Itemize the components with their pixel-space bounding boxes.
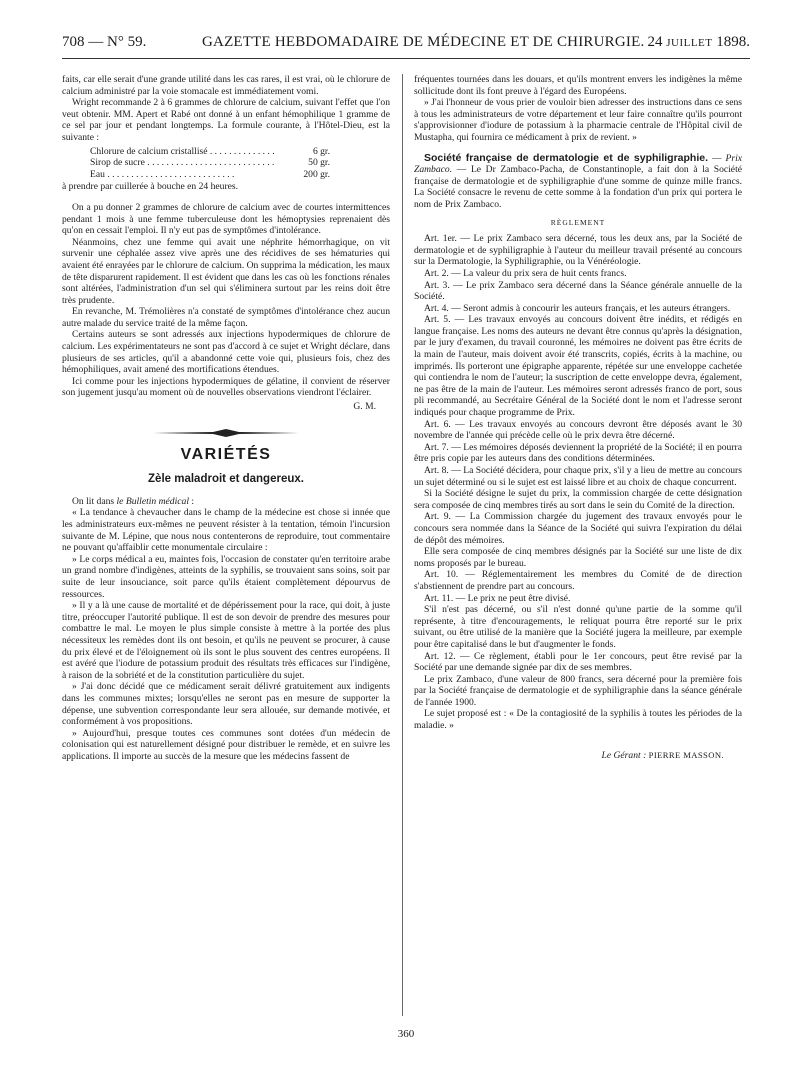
paragraph: On a pu donner 2 grammes de chlorure de calcium avec de courtes intermittences pendant 1 mois à une femme tuberculeuse dont les hémoptysies reprenaient dès qu'on en cessait l'emploi. Il n'y eut pas de symptômes d'intolérance. <box>62 201 390 237</box>
paragraph: « La tendance à chevaucher dans le champ de la médecine est chose si innée que les administrateurs eux-mêmes ne peuvent résister à la tentation, témoin l'incursion suivante de M. Lépine, que nous nous contenterons de reproduire, tout commentaire ne pouvant qu'affaiblir cette monumentale circulaire : <box>62 507 390 554</box>
formula <box>90 146 390 181</box>
society-title: Société française de dermatologie et de syphiligraphie. <box>424 151 709 164</box>
newspaper-page <box>62 34 750 1064</box>
left-column <box>62 74 390 762</box>
article: Art. 1er. — Le prix Zambaco sera décerné, tous les deux ans, par la Société de dermatologie et de syphiligraphie à l'auteur du meilleur travail présenté au concours sur la Dermatologie, la Syphiligraphie, ou la Vénéréologie. <box>414 233 742 268</box>
article: Elle sera composée de cinq membres désignés par la Société sur une liste de dix noms proposés par le bureau. <box>414 546 742 569</box>
paragraph: Wright recommande 2 à 6 grammes de chlorure de calcium, suivant l'effet que l'on veut obtenir. MM. Apert et Rabé ont donné à un enfant hémophilique 1 gramme de ce sel par jour et pendant longtemps. La formule courante, à l'Hôtel-Dieu, est la suivante : <box>62 97 390 143</box>
article: Art. 6. — Les travaux envoyés au concours devront être déposés avant le 30 novembre de l'année qui précède celle où le prix devra être décerné. <box>414 418 742 442</box>
paragraph: à prendre par cuillerée à bouche en 24 heures. <box>62 181 239 193</box>
paragraph: » Il y a là une cause de mortalité et de dépérissement pour la race, qui doit, à juste titre, préoccuper l'autorité publique. Il est de son devoir de prendre des mesures pour combattre le mal. Le moyen le plus simple consiste à mettre à la portée des plus nécessiteux les remèdes dont ils ont besoin, et qu'ils ne peuvent se procurer, à cause du prix élevé et de l'éloignement où ils sont le plus souvent des centres européens. Il est avéré que l'iodure de potassium produit des résultats très efficaces sur l'indigène, à raison de la sobriété et de la constitution particulière du sujet. <box>62 600 390 681</box>
page-footer-number: 360 <box>397 1028 415 1040</box>
gerant-signature: Le Gérant : PIERRE MASSON. <box>601 749 724 761</box>
society-notice: Société française de dermatologie et de syphiligraphie. — Prix Zambaco. — Le Dr Zambaco-Pacha, de Constantinople, a fait don à la Société française de dermatologie et de syphiligraphie d'une somme de quinze mille francs. La Société consacre le revenu de cette somme à la fondation d'un prix qui portera le nom de Prix Zambaco. <box>414 151 742 210</box>
article: Art. 7. — Les mémoires déposés deviennent la propriété de la Société; il en pourra être pris copie par les auteurs dans des conditions déterminées. <box>414 441 742 465</box>
paragraph: En revanche, M. Trémolières n'a constaté de symptômes d'intolérance chez aucun autre malade du service traité de la même façon. <box>62 306 390 329</box>
column-divider <box>402 74 403 1016</box>
paragraph: fréquentes tournées dans les douars, et qu'ils montrent envers les indigènes la même sollicitude dont ils font preuve à l'égard des Européens. <box>414 74 742 97</box>
paragraph: faits, car elle serait d'une grande utilité dans les cas rares, il est vrai, où le chlorure de calcium administré par la voie stomacale est immédiatement vomi. <box>62 74 390 97</box>
right-column <box>414 74 742 761</box>
article: Si la Société désigne le sujet du prix, la commission chargée de cette désignation sera composée de cinq membres tirés au sort dans le sein du Comité de la direction. <box>414 488 742 511</box>
issue-date: 24 JUILLET 1898. <box>647 34 750 50</box>
page-number: 708 — N° 59. <box>62 34 147 50</box>
paragraph: Le sujet proposé est : « De la contagiosité de la syphilis à toutes les périodes de la maladie. » <box>414 708 742 732</box>
article: Art. 12. — Ce règlement, établi pour le 1er concours, peut être revisé par la Société par une demande signée par dix de ses membres. <box>414 650 742 674</box>
paragraph: » Aujourd'hui, presque toutes ces communes sont dotées d'un médecin de colonisation qui est naturellement désigné pour distribuer le remède, et en suivre les applications. Il importe au succès de la mesure que les médecins fassent de <box>62 727 390 762</box>
paragraph: Néanmoins, chez une femme qui avait une néphrite hémorrhagique, on vit survenir une céphalée assez vive après une des récidives de ses hématuries qui avaient été enrayées par le chlorure de calcium. On supprima la médication, les maux de tête disparurent rapidement. Il est évident que dans les cas où les fonctions rénales sont altérées, l'administration d'un sel qui s'éliminera surtout par les reins doit être très prudente. <box>62 236 390 306</box>
article: Art. 2. — La valeur du prix sera de huit cents francs. <box>424 267 627 279</box>
subsection-title: Zèle maladroit et dangereux. <box>148 473 304 486</box>
section-title: VARIÉTÉS <box>180 445 272 463</box>
article: Art. 10. — Réglementairement les membres du Comité de de direction s'abstiennent de prendre part au concours. <box>414 569 742 592</box>
article: Art. 11. — Le prix ne peut être divisé. <box>424 592 571 604</box>
article: S'il n'est pas décerné, ou s'il n'est donné qu'une partie de la somme qu'il représente, à titre d'encouragements, le reliquat pourra être reporté sur le prix suivant, ou être utilisé de la manière que la Société jugera la meilleure, par exemple pour être capitalisé dans le but d'augmenter le fonds. <box>414 604 742 650</box>
article: Art. 5. — Les travaux envoyés au concours doivent être inédits, et rédigés en langue française. Les noms des auteurs ne devant être connus qu'après la désignation, par le jury d'examen, du travail couronné, les mémoires ne doivent pas être écrits de la main de l'auteur, mais doivent avoir été transcrits, copiés, écrits à la machine, ou imprimés. Ils porteront une épigraphe apparente, répétée sur une enveloppe cachetée qui contiendra le nom de l'auteur; la suscription de cette enveloppe devra, également, ne pas être de la main de l'auteur. Les mémoires seront adressés franco de port, sous pli recommandé, au Secrétaire Général de la Société dont le nom et l'adresse seront indiqués pour chaque programme de Prix. <box>414 314 742 419</box>
paragraph: Ici comme pour les injections hypodermiques de gélatine, il convient de réserver son jugement jusqu'au moment où de nouvelles observations viendront l'éclairer. <box>62 375 390 399</box>
page-header <box>62 34 750 56</box>
journal-title: GAZETTE HEBDOMADAIRE DE MÉDECINE ET DE CHIRURGIE. <box>202 34 645 50</box>
article: Art. 3. — Le prix Zambaco sera décerné dans la Séance générale annuelle de la Société. <box>414 279 742 303</box>
article: Art. 8. — La Société décidera, pour chaque prix, s'il y a lieu de mettre au concours un sujet déterminé ou si le sujet est est laissé libre et au choix de chaque concurrent. <box>414 465 742 488</box>
formula-row: Eau . . . 200 gr. <box>90 169 330 181</box>
paragraph: » J'ai donc décidé que ce médicament serait délivré gratuitement aux indigents dans les communes mixtes; lorsqu'elles ne seront pas en mesure de supporter la dépense, une subvention correspondante leur sera allouée, sur demande motivée, et conformément à vos propositions. <box>62 681 390 728</box>
formula-row: Chlorure de calcium cristallisé . . . 6 gr. <box>90 146 330 158</box>
ornament-divider <box>151 427 301 439</box>
paragraph: Certains auteurs se sont adressés aux injections hypodermiques de chlorure de calcium. Les expérimentateurs ne sont pas d'accord à ce sujet et Wright déclare, dans plusieurs de ses articles, qu'il a abandonné cette voie qui, plusieurs fois, chez des hémophiliques, avait amené des mortifications étendues. <box>62 329 390 376</box>
paragraph: Le prix Zambaco, d'une valeur de 800 francs, sera décerné pour la première fois par la Société française de dermatologie et de syphiligraphie dans la séance générale de l'année 1900. <box>414 673 742 708</box>
article: Art. 4. — Seront admis à concourir les auteurs français, et les auteurs étrangers. <box>424 302 731 314</box>
reglement-heading: RÈGLEMENT <box>550 217 606 227</box>
formula-row: Sirop de sucre . . . 50 gr. <box>90 157 330 169</box>
author-signature: G. M. <box>353 401 376 413</box>
paragraph: On lit dans le Bulletin médical : <box>72 495 195 507</box>
header-rule <box>62 58 750 59</box>
article: Art. 9. — La Commission chargée du jugement des travaux envoyés pour le concours sera nommée dans la Séance de la Société qui suivra l'expiration du délai de dépôt des mémoires. <box>414 511 742 546</box>
paragraph: » J'ai l'honneur de vous prier de vouloir bien adresser des instructions dans ce sens à tous les administrateurs de votre département et leur faire connaître qu'ils pourront s'approvisionner d'iodure de potassium à la pharmacie centrale de l'Hôpital civil de Mustapha, qui fournira ce médicament à prix de revient. » <box>414 97 742 143</box>
paragraph: » Le corps médical a eu, maintes fois, l'occasion de constater qu'en territoire arabe un grand nombre d'indigènes, atteints de la syphilis, se trouvaient sans soins, soit par suite de leur insouciance, soit parce qu'ils étaient complètement dépourvus de ressources. <box>62 553 390 600</box>
